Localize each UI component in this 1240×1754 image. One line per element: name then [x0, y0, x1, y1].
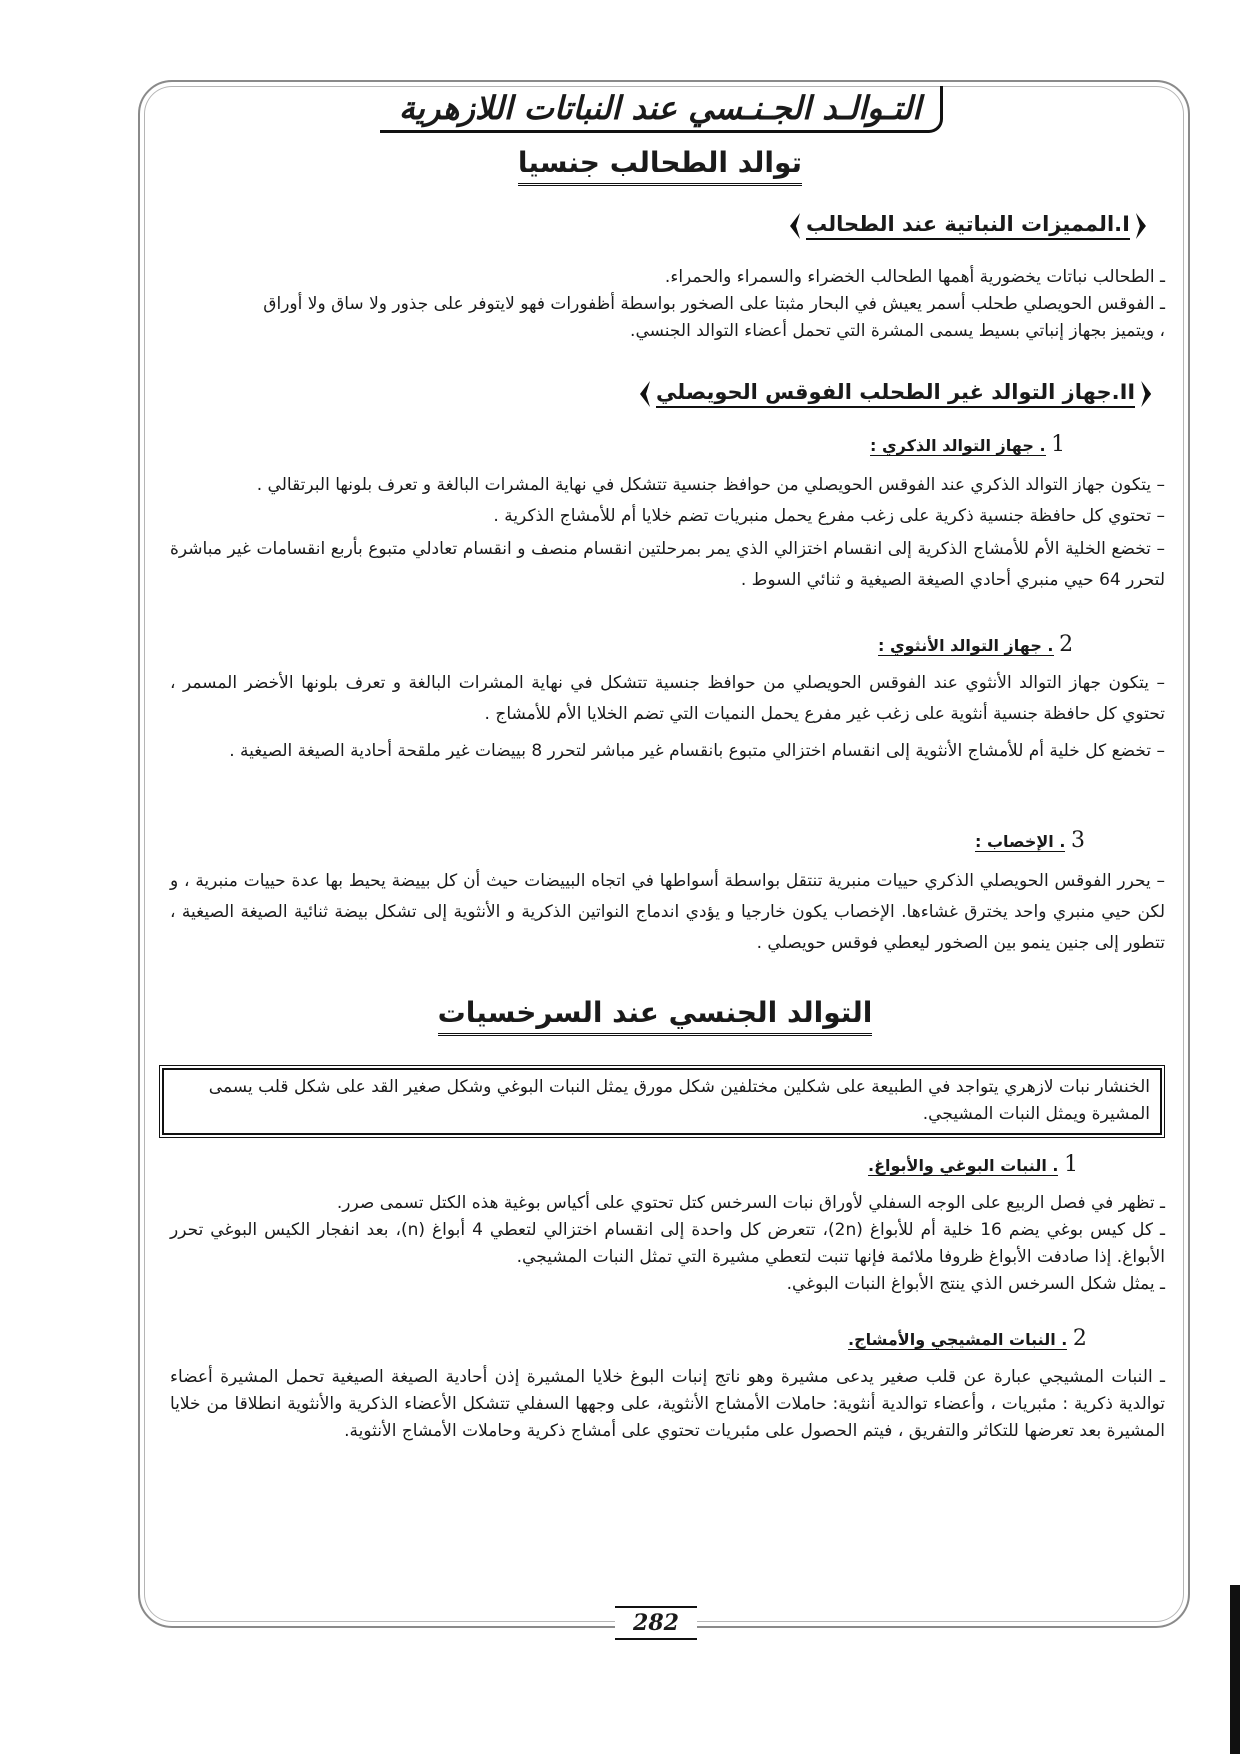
bracket-left-icon: [790, 213, 800, 239]
page-header-title: التـوالـد الجـنـسي عند النباتات اللازهرية: [380, 86, 943, 133]
subsection-number: 2: [1072, 1326, 1087, 1351]
subsection-number: 2: [1059, 632, 1074, 657]
subsection-male-heading: [870, 432, 1065, 457]
page-number: 282: [615, 1606, 697, 1640]
subsection-label: . جهاز التوالد الأنثوي :: [878, 636, 1054, 655]
section-1-heading: [790, 212, 1146, 240]
subsection-label: . النبات البوغي والأبواغ.: [868, 1156, 1059, 1175]
scan-edge-mark: [1230, 1585, 1240, 1754]
sporophyte-line-3: ـ يمثل شكل السرخس الذي ينتج الأبواغ النبات البوغي.: [786, 1274, 1165, 1294]
sporophyte-line-2: ـ كل كيس بوغي يضم 16 خلية أم للأبواغ (2n)، تتعرض كل واحدة إلى انقسام اختزالي لتعطي 4 أبواغ (n)، بعد انفجار الكيس البوغي تحرر الأبواغ. إذا صادفت الأبواغ ظروفا ملائمة فإنها تنبت لتعطي مشيرة التي تمثل النبات المشيجي.: [170, 1220, 1165, 1267]
female-line-2: – تخضع كل خلية أم للأمشاج الأنثوية إلى انقسام اختزالي متبوع بانقسام غير مباشر لتحرر 8 بييضات غير ملقحة أحادية الصيغة الصيغية .: [229, 741, 1165, 761]
subsection-label: . النبات المشيجي والأمشاج.: [848, 1330, 1068, 1349]
bracket-right-icon: [1136, 213, 1146, 239]
section-2-label: II.جهاز التوالد غير الطحلب الفوقس الحويصلي: [656, 380, 1135, 408]
subsection-female-heading: [878, 632, 1073, 657]
section-1-line-1: ـ الطحالب نباتات يخضورية أهمها الطحالب الخضراء والسمراء والحمراء.: [664, 267, 1165, 287]
section-1-line-2: ـ الفوقس الحويصلي طحلب أسمر يعيش في البحار مثبتا على الصخور بواسطة أظفورات فهو لايتوفر على جذور ولا ساق ولا أوراق: [263, 294, 1165, 314]
gametophyte-line-1: ـ النبات المشيجي عبارة عن قلب صغير يدعى مشيرة وهو ناتج إنبات البوغ خلايا المشيرة إذن أحادية الصيغة الصيغية تحمل المشيرة أعضاء توالدية ذكرية : مئبريات ، وأعضاء توالدية أنثوية: حاملات الأمشاج الأنثوية، على وجهها السفلي تتشكل الأعضاء الذكرية والأنثوية انطلاقا من خلايا المشيرة بعد تعرضها للتكاثر والتفريق ، فيتم الحصول على مئبريات تحتوي على أمشاج ذكرية وحاملات الأمشاج الأنثوية.: [170, 1367, 1165, 1441]
subsection-sporophyte-heading: [868, 1152, 1078, 1177]
subsection-number: 1: [1051, 432, 1066, 457]
male-line-3: – تخضع الخلية الأم للأمشاج الذكرية إلى انقسام اختزالي الذي يمر بمرحلتين انقسام منصف و انقسام تعادلي متبوع بأربع انقسامات غير مباشرة لتحرر 64 حيي منبري أحادي الصيغة الصيغية و ثنائي السوط .: [170, 539, 1165, 590]
subsection-gametophyte-heading: [848, 1326, 1087, 1351]
fertilization-line-1: – يحرر الفوقس الحويصلي الذكري حييات منبرية تنتقل بواسطة أسواطها في اتجاه البييضات حيث أن كل بييضة يحيط بها عدة حييات منبرية ، و لكن حيي منبري واحد يخترق غشاءها. الإخصاب يكون خارجيا و يؤدي اندماج النواتين الذكرية و الأنثوية إلى تشكل بيضة ثنائية الصيغة الصيغية ، تتطور إلى جنين ينمو بين الصخور ليعطي فوقس حويصلي .: [170, 871, 1165, 953]
bracket-right-icon: [1141, 381, 1151, 407]
chapter-title-ferns: [430, 996, 880, 1029]
chapter-title-algae-text: توالد الطحالب جنسيا: [518, 146, 802, 186]
chapter-title-algae: [500, 146, 820, 179]
subsection-number: 1: [1064, 1152, 1079, 1177]
section-1-line-3: ، ويتميز بجهاز إنباتي بسيط يسمى المشرة التي تحمل أعضاء التوالد الجنسي.: [630, 321, 1165, 341]
section-1-label: I.المميزات النباتية عند الطحالب: [806, 212, 1130, 240]
subsection-label: . جهاز التوالد الذكري :: [870, 436, 1046, 455]
subsection-number: 3: [1070, 828, 1085, 853]
male-line-1: – يتكون جهاز التوالد الذكري عند الفوقس الحويصلي من حوافظ جنسية تتشكل في نهاية المشرات البالغة و تعرف بلونها البرتقالي .: [256, 475, 1165, 495]
bracket-left-icon: [640, 381, 650, 407]
section-2-heading: [640, 380, 1151, 408]
chapter-title-ferns-text: التوالد الجنسي عند السرخسيات: [438, 996, 873, 1036]
sporophyte-line-1: ـ تظهر في فصل الربيع على الوجه السفلي لأوراق نبات السرخس كتل تحتوي على أكياس بوغية هذه الكتل تسمى صرر.: [336, 1193, 1165, 1213]
male-line-2: – تحتوي كل حافظة جنسية ذكرية على زغب مفرع يحمل منبريات تضم خلايا أم للأمشاج الذكرية .: [493, 506, 1165, 526]
subsection-fertilization-heading: [975, 828, 1085, 853]
subsection-label: . الإخصاب :: [975, 832, 1066, 851]
female-line-1: – يتكون جهاز التوالد الأنثوي عند الفوقس الحويصلي من حوافظ جنسية تتشكل في نهاية المشرات البالغة و تعرف بلونها الأخضر المسمر ، تحتوي كل حافظة جنسية أنثوية على زغب غير مفرع يحمل النميات التي تضم الخلايا الأم للأمشاج .: [170, 673, 1165, 724]
fern-note-box: الخنشار نبات لازهري يتواجد في الطبيعة على شكلين مختلفين شكل مورق يمثل النبات البوغي وشكل صغير القد على شكل قلب يسمى المشيرة ويمثل النبات المشيجي.: [162, 1068, 1162, 1135]
